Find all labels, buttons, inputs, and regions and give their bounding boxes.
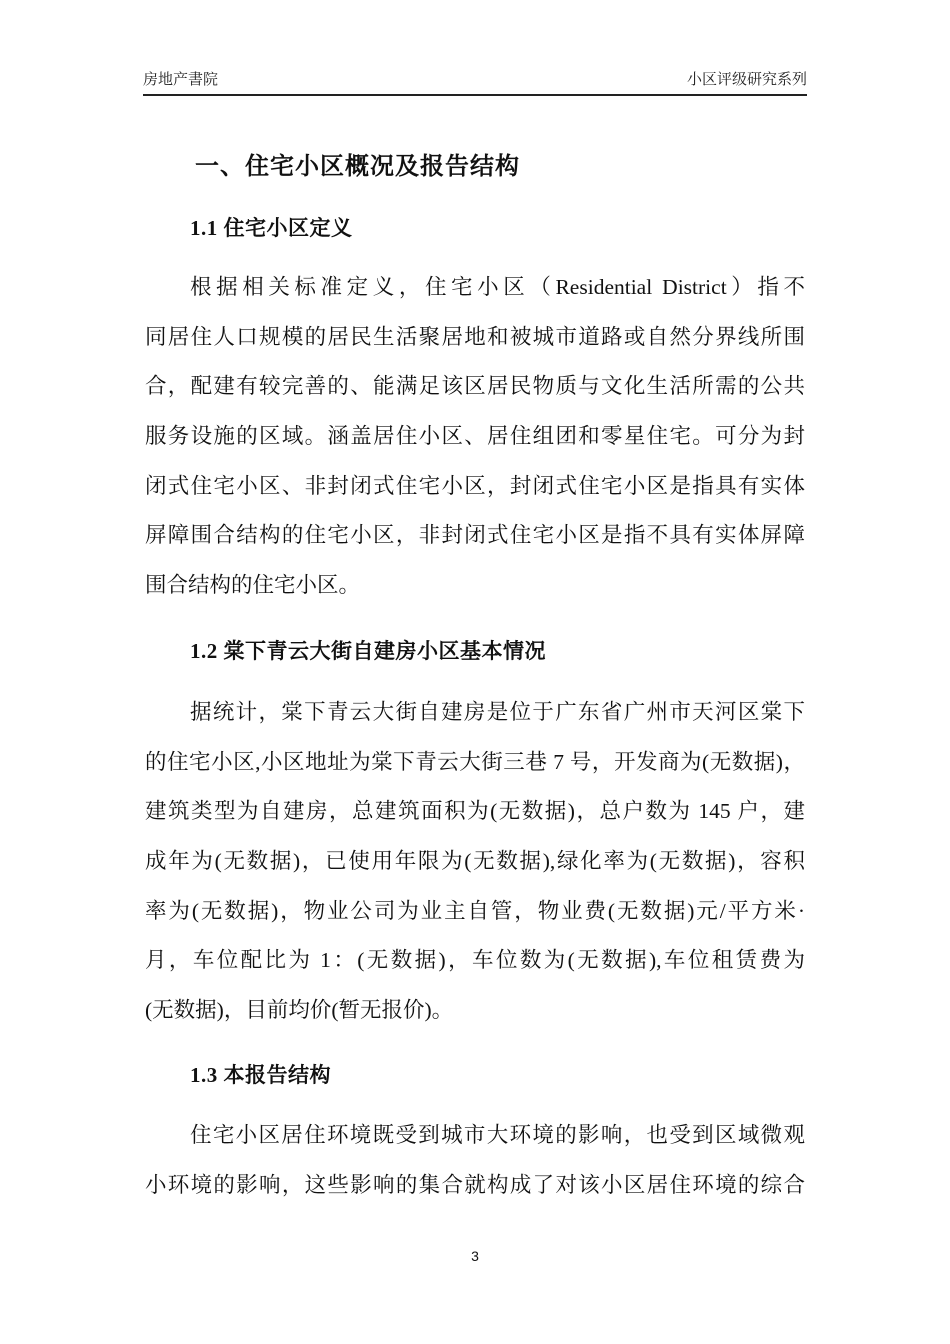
section-1-3-paragraph xyxy=(145,1111,805,1210)
paragraph-line: 住宅小区居住环境既受到城市大环境的影响，也受到区域微观 xyxy=(190,1123,805,1147)
paragraph-line: 围合结构的住宅小区。 xyxy=(145,573,361,598)
paragraph-line: 根据相关标准定义，住宅小区（Residential District）指不 xyxy=(190,275,805,299)
paragraph-line: 合，配建有较完善的、能满足该区居民物质与文化生活所需的公共 xyxy=(145,374,805,399)
section-1-2-paragraph xyxy=(145,688,805,1036)
header-rule xyxy=(143,94,807,96)
chapter-title: 一、住宅小区概况及报告结构 xyxy=(195,154,520,180)
paragraph-line: (无数据)，目前均价(暂无报价)。 xyxy=(145,998,454,1023)
paragraph-line: 同居住人口规模的居民生活聚居地和被城市道路或自然分界线所围 xyxy=(145,324,805,349)
section-heading-1-1: 1.1 住宅小区定义 xyxy=(190,216,353,240)
header-left: 房地产書院 xyxy=(143,71,219,88)
paragraph-line: 闭式住宅小区、非封闭式住宅小区，封闭式住宅小区是指具有实体 xyxy=(145,473,805,498)
paragraph-line: 服务设施的区域。涵盖居住小区、居住组团和零星住宅。可分为封 xyxy=(145,424,805,449)
paragraph-line: 小环境的影响，这些影响的集合就构成了对该小区居住环境的综合 xyxy=(145,1172,805,1197)
paragraph-line: 据统计，棠下青云大街自建房是位于广东省广州市天河区棠下 xyxy=(190,700,805,724)
paragraph-line: 月，车位配比为 1：(无数据)，车位数为(无数据),车位租赁费为 xyxy=(145,948,805,973)
section-heading-1-3: 1.3 本报告结构 xyxy=(190,1063,331,1087)
paragraph-line: 屏障围合结构的住宅小区，非封闭式住宅小区是指不具有实体屏障 xyxy=(145,523,805,548)
header-right: 小区评级研究系列 xyxy=(686,71,807,88)
paragraph-line: 的住宅小区,小区地址为棠下青云大街三巷 7 号，开发商为(无数据)， xyxy=(145,749,805,774)
section-1-1-paragraph xyxy=(145,263,805,611)
paragraph-line: 率为(无数据)，物业公司为业主自管，物业费(无数据)元/平方米· xyxy=(145,898,805,923)
section-heading-1-2: 1.2 棠下青云大街自建房小区基本情况 xyxy=(190,639,546,663)
page-number: 3 xyxy=(471,1248,479,1264)
paragraph-line: 成年为(无数据)，已使用年限为(无数据),绿化率为(无数据)，容积 xyxy=(145,849,805,874)
paragraph-line: 建筑类型为自建房，总建筑面积为(无数据)，总户数为 145 户，建 xyxy=(145,799,805,824)
